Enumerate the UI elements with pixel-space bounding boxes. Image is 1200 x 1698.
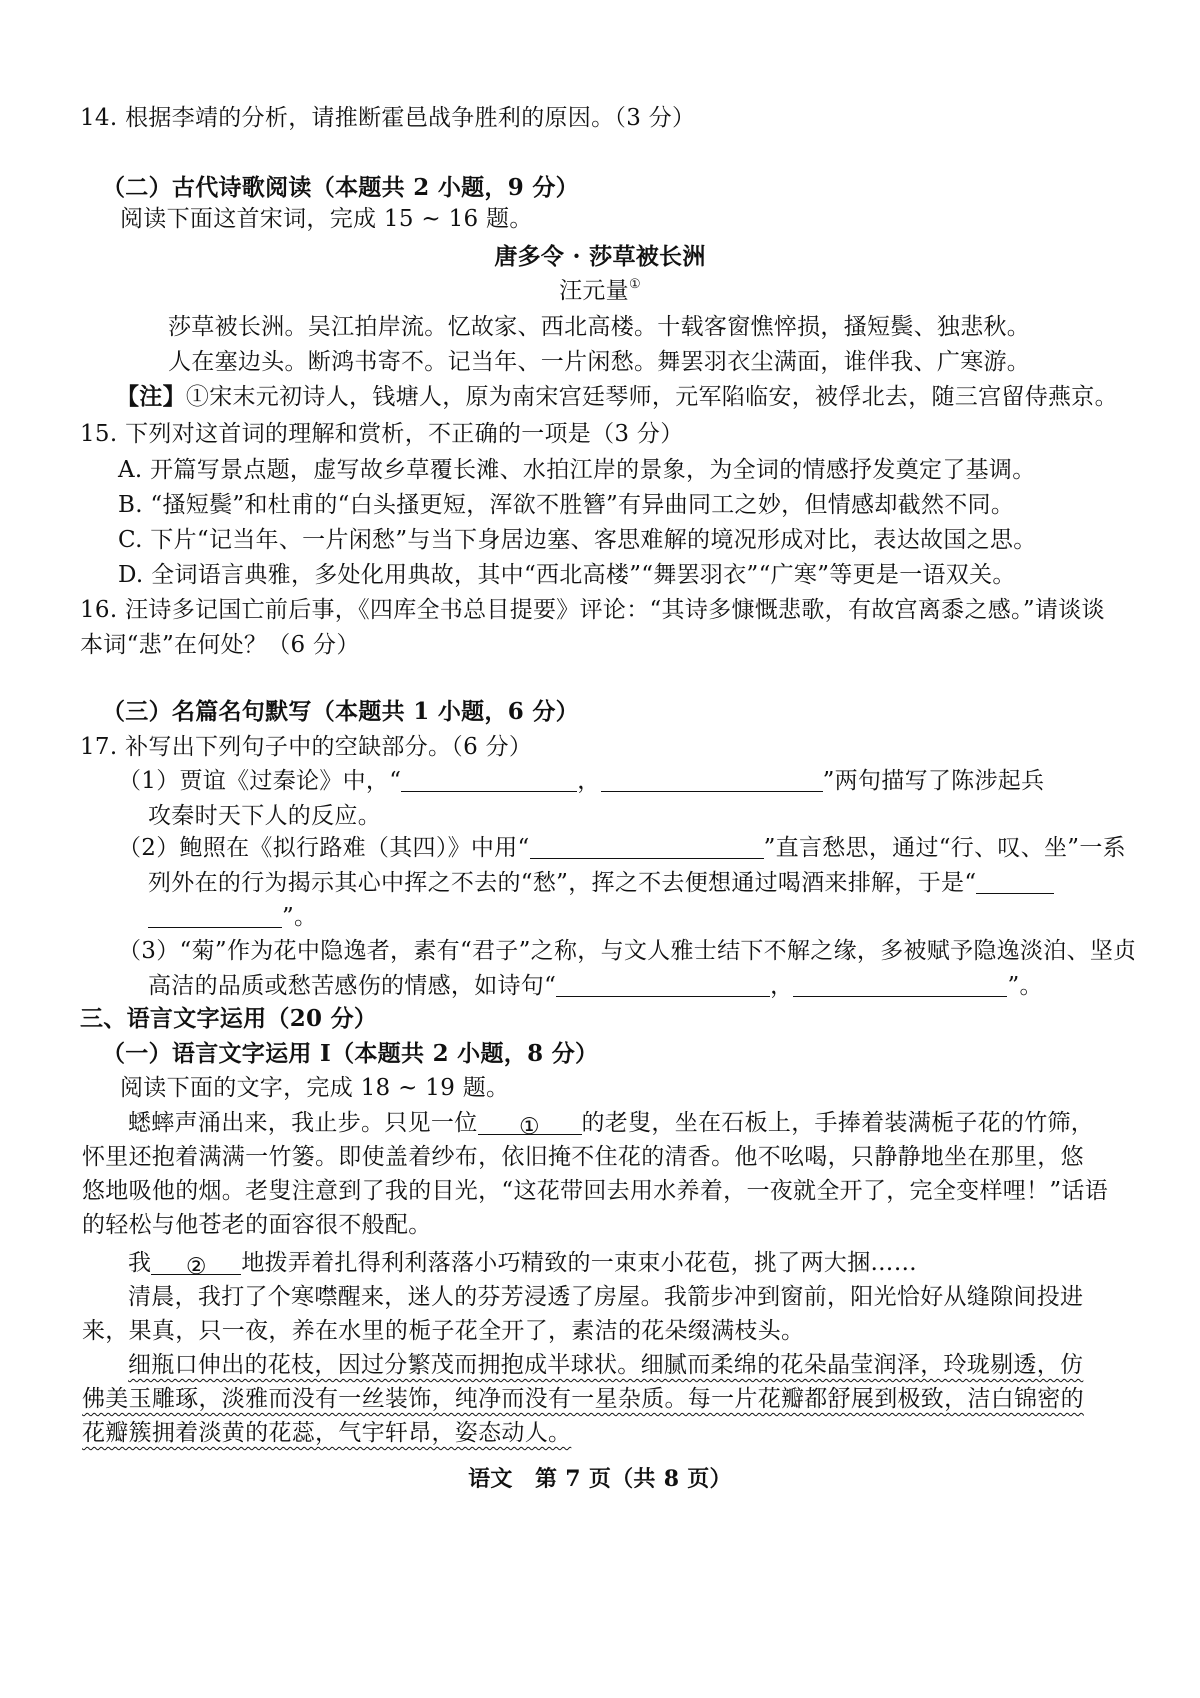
question-17-part-3: （3）“菊”作为花中隐逸者，素有“君子”之称，与文人雅士结下不解之缘，多被赋予隐逸淡泊、坚贞 <box>118 938 1137 964</box>
question-15-option-b: B. “搔短鬓”和杜甫的“白头搔更短，浑欲不胜簪”有异曲同工之妙，但情感却截然不同。 <box>118 492 1015 518</box>
question-17-part-3-cont: 高洁的品质或愁苦感伤的情感，如诗句“ ， ”。 <box>148 973 1043 999</box>
poem-author <box>0 276 1200 306</box>
passage-underlined-line: 花瓣簇拥着淡黄的花蕊，气宇轩昂，姿态动人。 <box>82 1420 572 1446</box>
passage-line: 我 ② 地拨弄着扎得利利落落小巧精致的一束束小花苞，挑了两大捆…… <box>128 1250 918 1280</box>
poem-title: 唐多令 · 莎草被长洲 <box>494 243 706 270</box>
passage-blank-1: ① <box>478 1112 582 1135</box>
section-famous-heading: （三）名篇名句默写（本题共 1 小题，6 分） <box>102 698 579 725</box>
answer-blank[interactable] <box>530 836 764 859</box>
section-3-intro: 阅读下面的文字，完成 18 ~ 19 题。 <box>120 1075 510 1101</box>
question-17-part-1: （1）贾谊《过秦论》中，“ ， ”两句描写了陈涉起兵 <box>118 768 1045 794</box>
poem-line-1: 莎草被长洲。吴江拍岸流。忆故家、西北高楼。十载客窗憔悴损，搔短鬓、独悲秋。 <box>168 314 1031 340</box>
poetry-intro: 阅读下面这首宋词，完成 15 ~ 16 题。 <box>120 206 533 232</box>
passage-line: 的轻松与他苍老的面容很不般配。 <box>82 1212 432 1238</box>
answer-blank[interactable] <box>601 769 823 792</box>
question-17-part-1-cont: 攻秦时天下人的反应。 <box>148 803 381 829</box>
question-17-stem: 17. 补写出下列句子中的空缺部分。（6 分） <box>80 734 533 760</box>
question-16-line-1: 16. 汪诗多记国亡前后事，《四库全书总目提要》评论：“其诗多慷慨悲歌，有故宫离黍之感。”请谈谈 <box>80 597 1105 623</box>
section-poetry-heading: （二）古代诗歌阅读（本题共 2 小题，9 分） <box>102 174 579 201</box>
section-3-sub-heading: （一）语言文字运用 Ⅰ（本题共 2 小题，8 分） <box>102 1040 599 1067</box>
question-15-option-a: A. 开篇写景点题，虚写故乡草覆长滩、水拍江岸的景象，为全词的情感抒发奠定了基调。 <box>118 457 1036 483</box>
question-17-part-2-end: ”。 <box>148 902 317 932</box>
passage-line: 清晨，我打了个寒噤醒来，迷人的芬芳浸透了房屋。我箭步冲到窗前，阳光恰好从缝隙间投进 <box>128 1284 1084 1310</box>
question-15-stem: 15. 下列对这首词的理解和赏析，不正确的一项是（3 分） <box>80 421 684 447</box>
answer-blank[interactable] <box>793 974 1007 997</box>
poem-note-label: 【注】 <box>116 383 186 410</box>
poem-author-note-mark: ① <box>628 277 641 292</box>
question-14: 14. 根据李靖的分析，请推断霍邑战争胜利的原因。（3 分） <box>80 105 696 131</box>
passage-line: 怀里还抱着满满一竹篓。即使盖着纱布，依旧掩不住花的清香。他不吆喝，只静静地坐在那里，悠 <box>82 1144 1084 1170</box>
passage-underlined-line: 佛美玉雕琢，淡雅而没有一丝装饰，纯净而没有一星杂质。每一片花瓣都舒展到极致，洁白锦密的 <box>82 1386 1084 1412</box>
question-17-part-2-cont: 列外在的行为揭示其心中挥之不去的“愁”，挥之不去便想通过喝酒来排解，于是“ <box>148 868 1054 898</box>
question-15-option-d: D. 全词语言典雅，多处化用典故，其中“西北高楼”“舞罢羽衣”“广寒”等更是一语双关。 <box>118 562 1016 588</box>
poem-author-name: 汪元量 <box>559 278 629 304</box>
page-footer: 语文 第 7 页（共 8 页） <box>468 1466 732 1492</box>
passage-line: 蟋蟀声涌出来，我止步。只见一位 ① 的老叟，坐在石板上，手捧着装满栀子花的竹筛， <box>128 1110 1095 1140</box>
poem-note <box>116 382 1118 412</box>
question-17-part-2: （2）鲍照在《拟行路难（其四）》中用“ ”直言愁思，通过“行、叹、坐”一系 <box>118 835 1126 861</box>
poem-line-2: 人在塞边头。断鸿书寄不。记当年、一片闲愁。舞罢羽衣尘满面，谁伴我、广寒游。 <box>168 349 1031 375</box>
poem-note-text: ①宋末元初诗人，钱塘人，原为南宋宫廷琴师，元军陷临安，被俘北去，随三宫留侍燕京。 <box>185 384 1118 410</box>
passage-blank-2: ② <box>151 1252 241 1275</box>
answer-blank[interactable] <box>148 905 282 928</box>
answer-blank[interactable] <box>976 871 1054 894</box>
answer-blank[interactable] <box>401 769 577 792</box>
passage-underlined-line: 细瓶口伸出的花枝，因过分繁茂而拥抱成半球状。细腻而柔绵的花朵晶莹润泽，玲珑剔透，仿 <box>128 1352 1084 1378</box>
question-15-option-c: C. 下片“记当年、一片闲愁”与当下身居边塞、客思难解的境况形成对比，表达故国之思。 <box>118 527 1037 553</box>
answer-blank[interactable] <box>556 974 770 997</box>
passage-line: 悠地吸他的烟。老叟注意到了我的目光，“这花带回去用水养着，一夜就全开了，完全变样哩！”话语 <box>82 1178 1109 1204</box>
passage-line: 来，果真，只一夜，养在水里的栀子花全开了，素洁的花朵缀满枝头。 <box>82 1318 805 1344</box>
question-16-line-2: 本词“悲”在何处？（6 分） <box>80 632 360 658</box>
section-3-heading: 三、语言文字运用（20 分） <box>80 1005 378 1032</box>
